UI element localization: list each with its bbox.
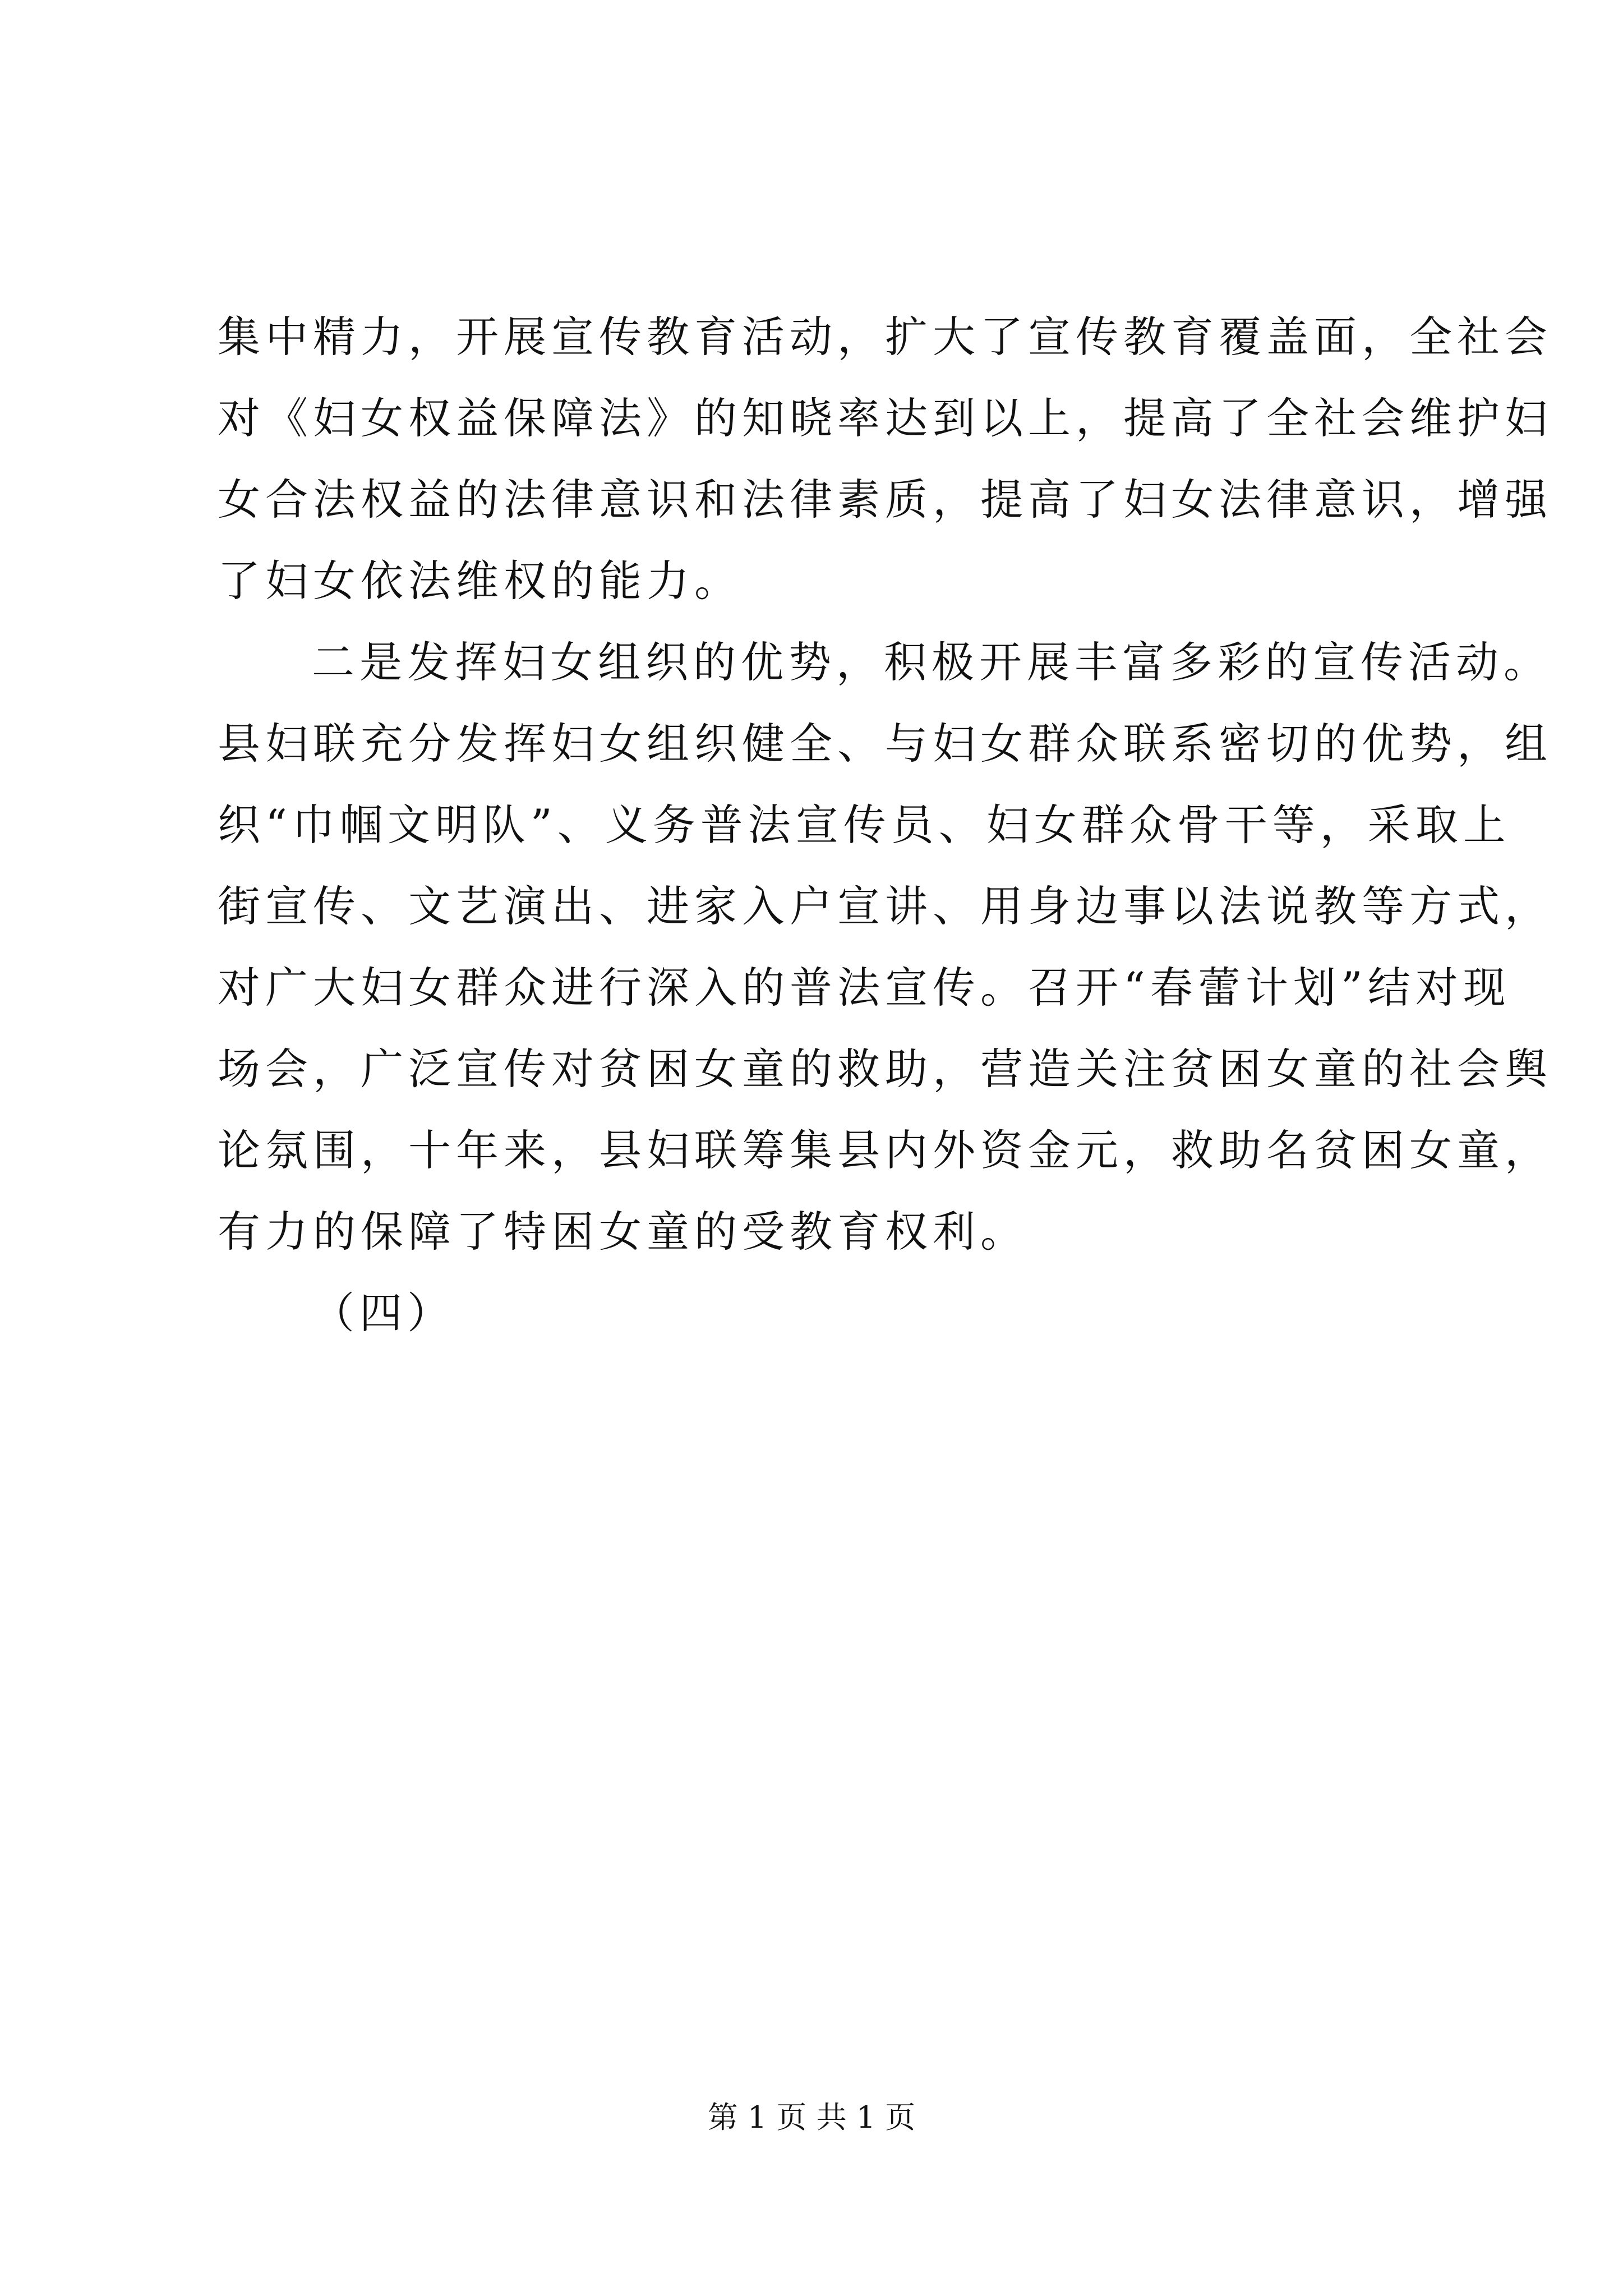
body-text [218, 296, 1552, 1354]
text-line: 对《妇女权益保障法》的知晓率达到以上，提高了全社会维护妇 [218, 393, 1552, 443]
page-footer: 第 1 页 共 1 页 [707, 2100, 916, 2135]
text-line: 街宣传、文艺演出、进家入户宣讲、用身边事以法说教等方式， [218, 881, 1552, 931]
text-line: 女合法权益的法律意识和法律素质，提高了妇女法律意识，增强 [218, 475, 1552, 524]
text-line: 对广大妇女群众进行深入的普法宣传。召开“春蕾计划”结对现 [218, 963, 1511, 1013]
text-line: 织“巾帼文明队”、义务普法宣传员、妇女群众骨干等，采取上 [218, 800, 1511, 850]
text-line: 场会，广泛宣传对贫困女童的救助，营造关注贫困女童的社会舆 [218, 1044, 1552, 1094]
section-heading: （四） [312, 1288, 455, 1338]
text-line: 了妇女依法维权的能力。 [218, 556, 742, 606]
text-line: 县妇联充分发挥妇女组织健全、与妇女群众联系密切的优势，组 [218, 719, 1552, 769]
paragraph-start-line: 二是发挥妇女组织的优势，积极开展丰富多彩的宣传活动。 [312, 637, 1551, 687]
text-line: 有力的保障了特困女童的受教育权利。 [218, 1207, 1028, 1257]
text-line: 集中精力，开展宣传教育活动，扩大了宣传教育覆盖面，全社会 [218, 312, 1552, 362]
text-line: 论氛围，十年来，县妇联筹集县内外资金元，救助名贫困女童， [218, 1125, 1552, 1175]
